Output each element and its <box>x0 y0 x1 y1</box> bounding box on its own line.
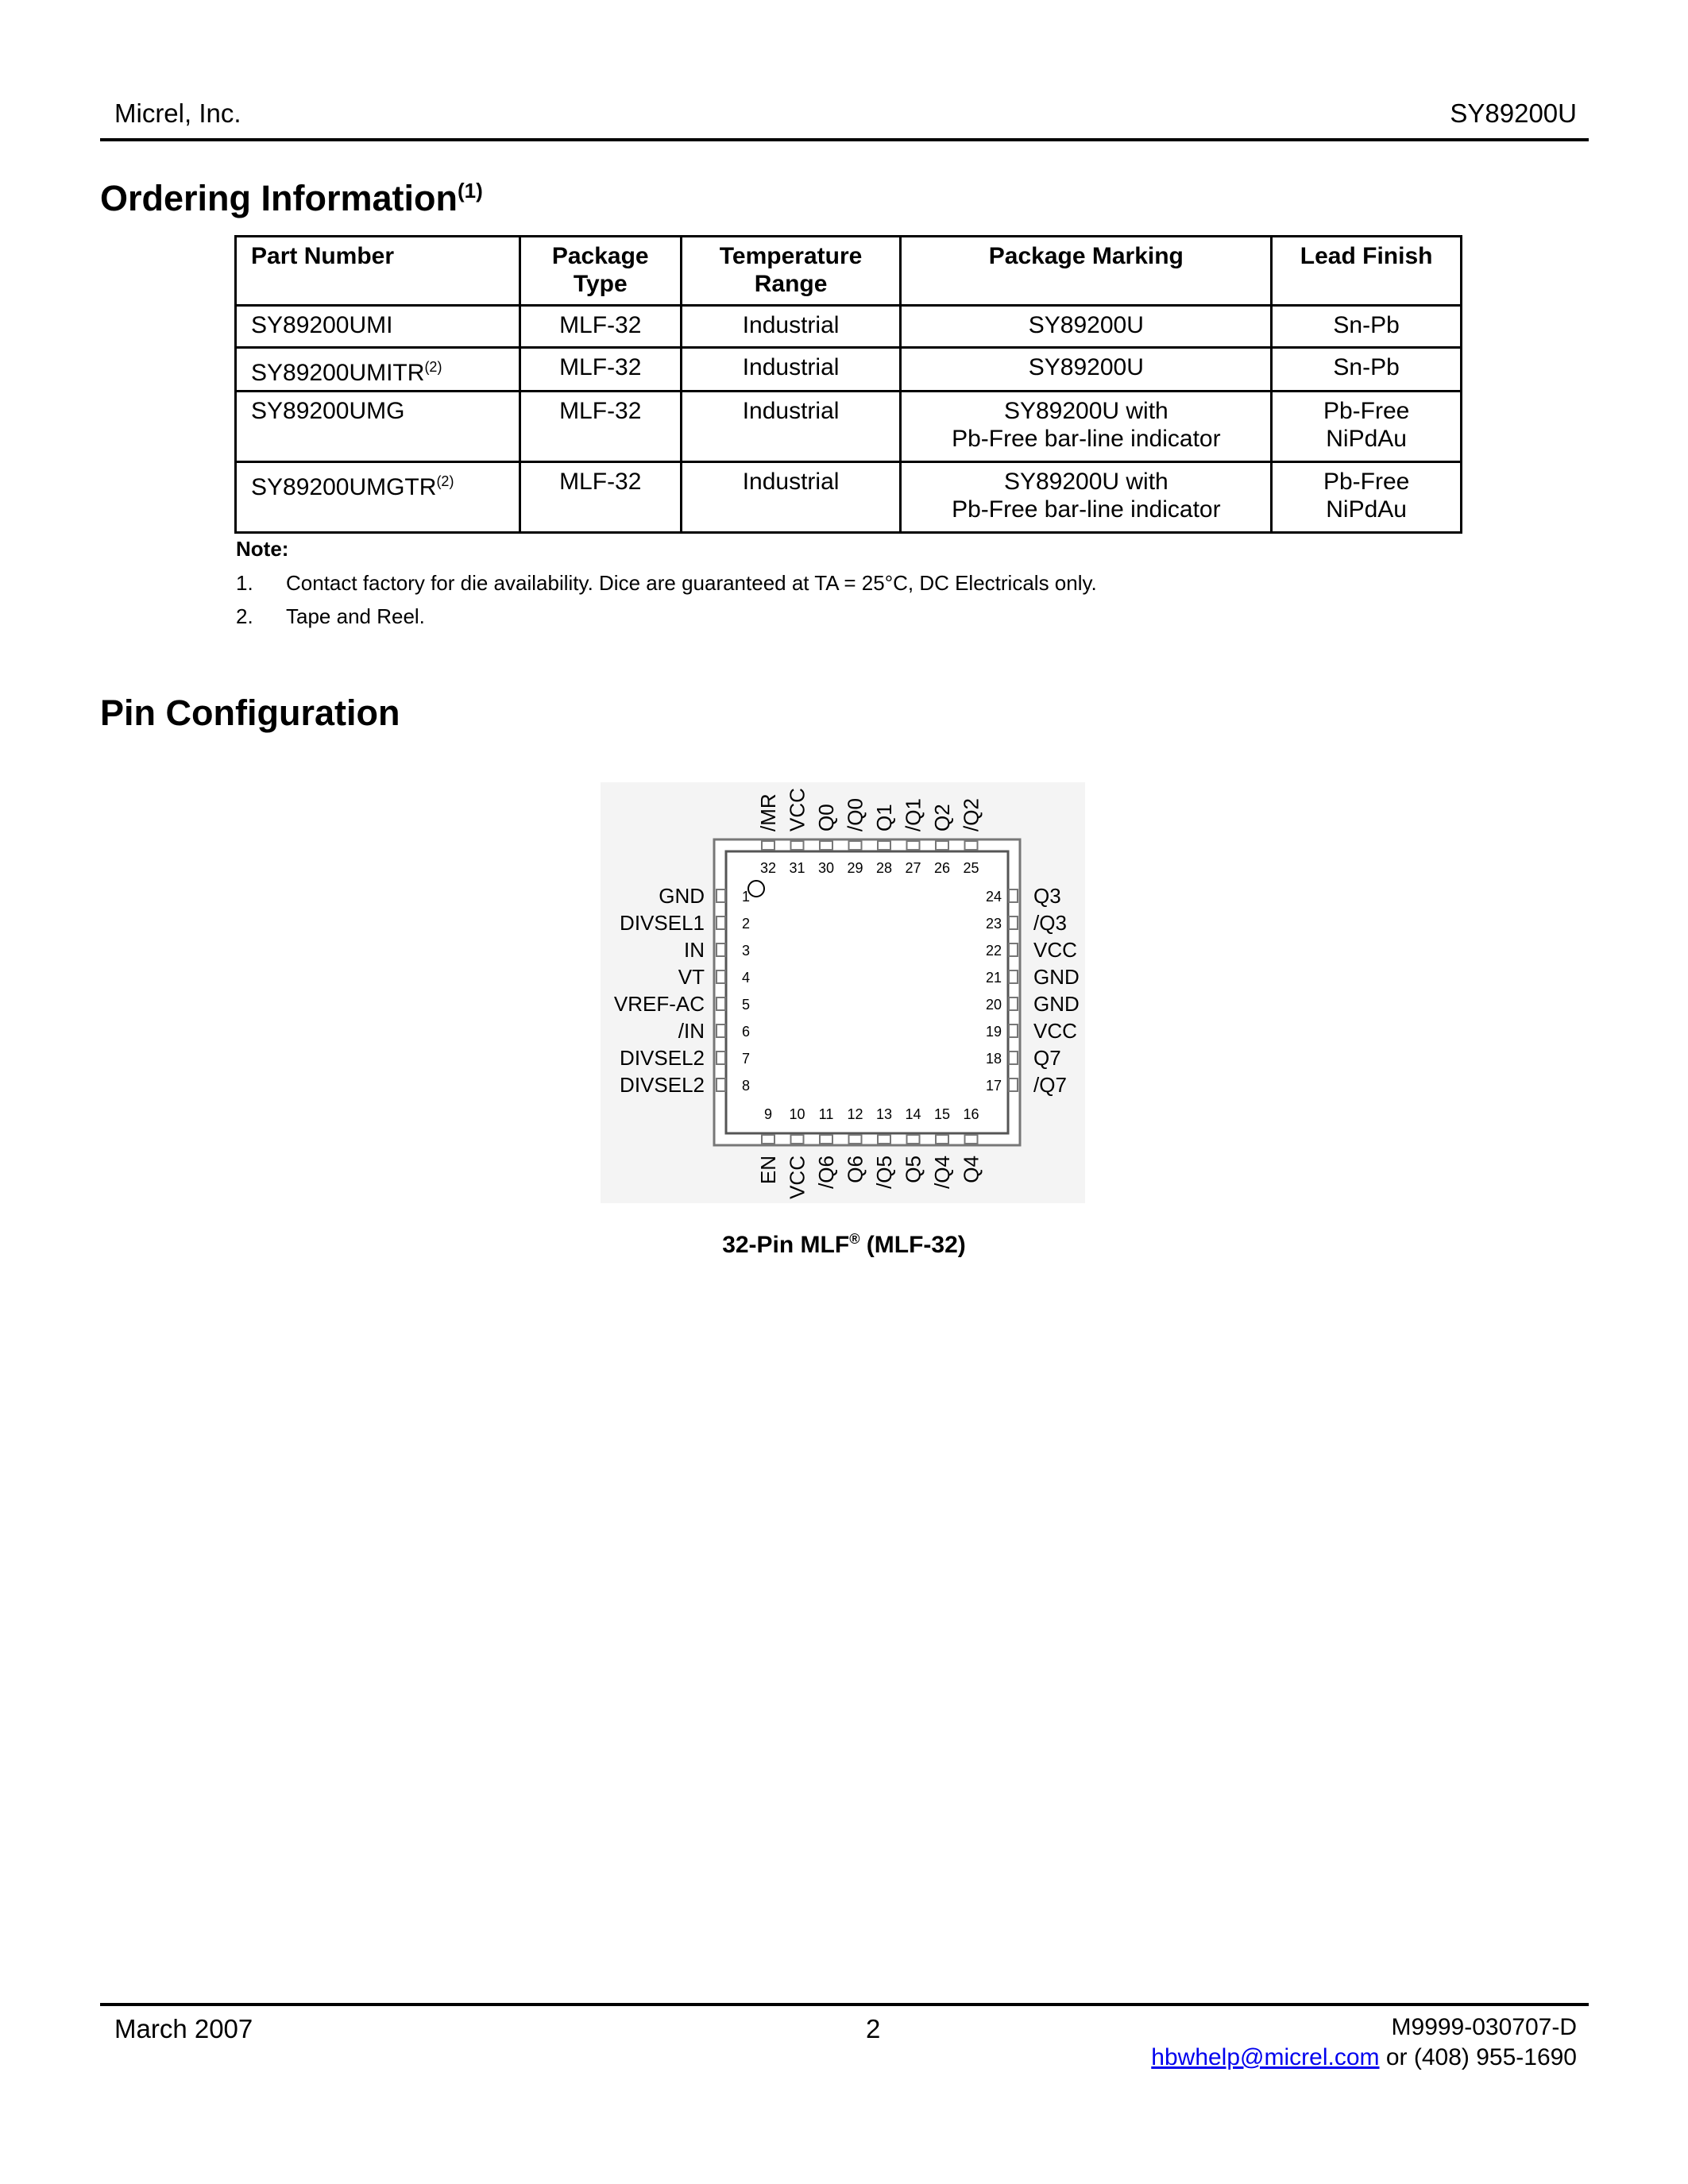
pin-number-label: 14 <box>905 1106 921 1122</box>
pin-name-label: VCC <box>1033 938 1077 962</box>
email-link[interactable]: hbwhelp@micrel.com <box>1151 2044 1380 2070</box>
cell-marking: SY89200U with Pb-Free bar-line indicator <box>901 462 1272 533</box>
footer-date: March 2007 <box>114 2014 253 2043</box>
col-temperature-range: Temperature Range <box>681 237 901 306</box>
cell-finish: Sn-Pb <box>1272 348 1462 392</box>
note-heading: Note: <box>236 537 289 561</box>
pin-name-label: /Q5 <box>872 1156 896 1189</box>
table-row <box>236 392 1462 462</box>
pin-number-label: 18 <box>985 1051 1002 1067</box>
pin-pad <box>907 1135 920 1144</box>
pin-pad <box>1009 889 1018 902</box>
pin-pad <box>849 841 862 850</box>
header-company: Micrel, Inc. <box>114 98 241 128</box>
cell-finish: Pb-Free NiPdAu <box>1272 392 1462 462</box>
pin-name-label: IN <box>684 938 705 962</box>
footnote-ref: (2) <box>424 359 442 375</box>
pin-number-label: 26 <box>933 860 951 876</box>
table-row <box>236 462 1462 533</box>
footer-contact: hbwhelp@micrel.com or (408) 955-1690 <box>1151 2044 1577 2070</box>
pin-name-label: /Q2 <box>959 798 983 832</box>
pin-number-label: 22 <box>985 943 1002 959</box>
footer-doc-id: M9999-030707-D <box>1391 2014 1577 2040</box>
col-part-number: Part Number <box>236 237 520 306</box>
pin-number-label: 8 <box>742 1078 751 1094</box>
footer-rule <box>100 2003 1589 2006</box>
pin-pad <box>965 1135 978 1144</box>
pin-name-label: /Q4 <box>930 1156 954 1189</box>
pin-number-label: 3 <box>742 943 751 959</box>
cell-marking: SY89200U with Pb-Free bar-line indicator <box>901 392 1272 462</box>
pin-number-label: 30 <box>817 860 835 876</box>
cell-finish: Sn-Pb <box>1272 306 1462 348</box>
header-rule <box>100 138 1589 141</box>
pin-number-label: 24 <box>985 889 1002 905</box>
pin-name-label: /Q1 <box>901 798 925 832</box>
col-package-marking: Package Marking <box>901 237 1272 306</box>
pin-pad <box>1009 997 1018 1010</box>
pin-number-label: 6 <box>742 1024 751 1040</box>
cell-temp: Industrial <box>681 392 901 462</box>
pin-pad <box>717 943 725 956</box>
pin-name-label: /Q3 <box>1033 911 1067 935</box>
table-row <box>236 348 1462 392</box>
pin-number-label: 10 <box>789 1106 805 1122</box>
cell-marking: SY89200U <box>901 348 1272 392</box>
header-part-number: SY89200U <box>1450 98 1577 128</box>
pin-pad <box>936 1135 948 1144</box>
col-package-type: Package Type <box>520 237 681 306</box>
cell-package: MLF-32 <box>520 348 681 392</box>
pin-pad <box>878 841 890 850</box>
cell-part: SY89200UMGTR$^{(2)}$ <box>236 462 520 533</box>
pin-diagram <box>601 782 1085 1203</box>
pin-pad <box>1009 916 1018 929</box>
pin-pad <box>878 1135 890 1144</box>
pin-name-label: Q0 <box>814 804 838 832</box>
ordering-table <box>234 235 1462 534</box>
pin-pad <box>717 970 725 983</box>
cell-part: SY89200UMI <box>236 306 520 348</box>
pin-pad <box>791 1135 804 1144</box>
pin-number-label: 2 <box>742 916 751 932</box>
pin-name-label: /MR <box>756 793 780 832</box>
pin-name-label: VREF-AC <box>613 992 705 1016</box>
pin-pad <box>717 1051 725 1064</box>
pin-number-label: 29 <box>847 860 863 876</box>
pin-pad <box>936 841 948 850</box>
pin-number-label: 23 <box>985 916 1002 932</box>
pin-pad <box>762 1135 774 1144</box>
pin-pad <box>791 841 804 850</box>
pin-name-label: Q3 <box>1033 884 1061 908</box>
pin-name-label: /Q0 <box>843 798 867 832</box>
pin-pad <box>849 1135 862 1144</box>
pin-number-label: 1 <box>742 889 751 905</box>
pin-name-label: DIVSEL2 <box>620 1046 705 1070</box>
pin-name-label: Q7 <box>1033 1046 1061 1070</box>
ordering-info-title: Ordering Information$^{(1)}$ <box>100 178 483 218</box>
pin-number-label: 20 <box>985 997 1002 1013</box>
pin-pad <box>820 1135 832 1144</box>
pin-number-label: 12 <box>847 1106 863 1122</box>
footer-page-number: 2 <box>866 2014 881 2043</box>
note-number: 2. <box>236 604 253 628</box>
note-number: 1. <box>236 571 253 595</box>
pin-number-label: 19 <box>985 1024 1002 1040</box>
cell-temp: Industrial <box>681 348 901 392</box>
cell-package: MLF-32 <box>520 392 681 462</box>
pin-name-label: GND <box>1033 965 1080 989</box>
pin-name-label: /IN <box>678 1019 705 1043</box>
cell-temp: Industrial <box>681 306 901 348</box>
pin-number-label: 17 <box>985 1078 1002 1094</box>
cell-part: SY89200UMITR$^{(2)}$ <box>236 348 520 392</box>
footnote-ref: (2) <box>436 473 454 489</box>
pin-pad <box>717 997 725 1010</box>
pin-number-label: 11 <box>818 1106 834 1122</box>
pin-pad <box>762 841 774 850</box>
pin-name-label: DIVSEL1 <box>620 911 705 935</box>
package-inner-outline <box>726 851 1008 1133</box>
table-row <box>236 306 1462 348</box>
pin-pad <box>1009 970 1018 983</box>
pin-pad <box>965 841 978 850</box>
pin-number-label: 5 <box>742 997 751 1013</box>
table-header-row <box>236 237 1462 306</box>
title-footnote-ref: (1) <box>458 179 483 203</box>
pin-name-label: /Q6 <box>814 1156 838 1189</box>
pin-name-label: GND <box>1033 992 1080 1016</box>
pin-name-label: Q6 <box>843 1156 867 1183</box>
pin-pad <box>1009 1024 1018 1037</box>
pin-number-label: 28 <box>875 860 893 876</box>
pin-number-label: 7 <box>742 1051 751 1067</box>
pin-name-label: VT <box>678 965 705 989</box>
cell-marking: SY89200U <box>901 306 1272 348</box>
pin-pad <box>717 916 725 929</box>
pin-pad <box>717 1078 725 1091</box>
pin-number-label: 27 <box>905 860 921 876</box>
pin-name-label: DIVSEL2 <box>620 1073 705 1097</box>
pin-name-label: /Q7 <box>1033 1073 1067 1097</box>
pin-pad <box>1009 1051 1018 1064</box>
pin-pad <box>717 889 725 902</box>
pin-name-label: VCC <box>1033 1019 1077 1043</box>
cell-package: MLF-32 <box>520 462 681 533</box>
note-text: Tape and Reel. <box>286 604 425 628</box>
pin-name-label: Q2 <box>930 804 954 832</box>
note-text: Contact factory for die availability. Dice are guaranteed at TA = 25°C, DC Electricals only. <box>286 571 1097 595</box>
col-lead-finish: Lead Finish <box>1272 237 1462 306</box>
cell-temp: Industrial <box>681 462 901 533</box>
pin-pad <box>820 841 832 850</box>
pin-config-title: Pin Configuration <box>100 693 400 733</box>
pin-number-label: 21 <box>985 970 1002 986</box>
pin-pad <box>1009 1078 1018 1091</box>
cell-finish: Pb-Free NiPdAu <box>1272 462 1462 533</box>
pin-name-label: GND <box>659 884 705 908</box>
pin-name-label: Q5 <box>901 1156 925 1183</box>
pin-diagram-caption: 32-Pin MLF® (MLF-32) <box>722 1231 966 1258</box>
pin-number-label: 16 <box>963 1106 979 1122</box>
pin-number-label: 9 <box>763 1106 773 1122</box>
pin-name-label: Q1 <box>872 804 896 832</box>
pin-pad <box>717 1024 725 1037</box>
pin-name-label: EN <box>756 1156 780 1185</box>
pin-pad <box>1009 943 1018 956</box>
pin-number-label: 15 <box>933 1106 951 1122</box>
pin-pad <box>907 841 920 850</box>
pin-number-label: 25 <box>963 860 979 876</box>
pin-number-label: 32 <box>759 860 777 876</box>
pin-number-label: 13 <box>875 1106 893 1122</box>
pin-number-label: 31 <box>789 860 805 876</box>
pin-name-label: Q4 <box>959 1156 983 1183</box>
pin-name-label: VCC <box>785 788 809 832</box>
pin-number-label: 4 <box>742 970 751 986</box>
cell-package: MLF-32 <box>520 306 681 348</box>
pin-name-label: VCC <box>785 1156 809 1199</box>
cell-part: SY89200UMG <box>236 392 520 462</box>
